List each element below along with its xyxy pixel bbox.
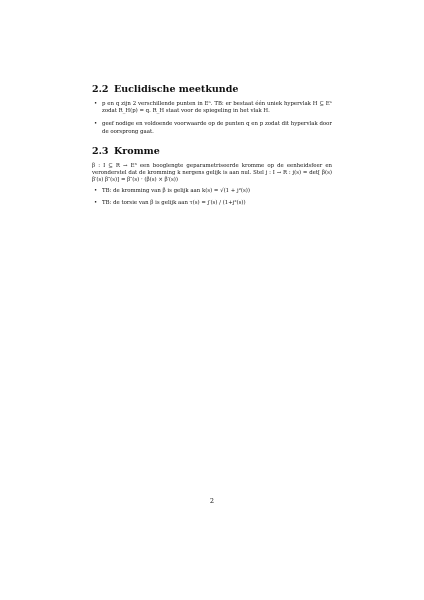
bullet-icon: • [94,101,98,107]
list-item-text: geef nodige en voldoende voorwaarde op de punten q en p zodat dit hypervlak door de oorsprong gaat. [102,121,332,135]
section-kromme [92,146,332,207]
list-item [92,188,332,195]
list-item [92,101,332,115]
section-number: 2.2 [92,84,109,95]
bullet-icon: • [94,121,98,128]
bullet-list [92,101,332,136]
section-heading [92,146,332,157]
section-euclidische-meetkunde [92,84,332,136]
list-item-text: p en q zijn 2 verschillende punten in Eⁿ. TB: er bestaat één uniek hypervlak H ⊆ Eⁿ zodat R_H(p) = q. R_H staat voor de spiegeling in het vlak H. [102,101,332,115]
list-item-text: TB: de kromming van β is gelijk aan k(s) = √(1 + j²(s)) [102,188,250,195]
section-heading [92,84,332,95]
section-title: Kromme [114,145,160,157]
section-title: Euclidische meetkunde [114,84,239,95]
section-paragraph: β : I ⊆ R → E³ een booglengte geparametriseerde kromme op de eenheidsfeer en veronderstel dat de kromming k nergens gelijk is aan nul. Stel j : I → R : j(s) = det[ β(s) β′(s) β″(s)] = β″(s) · (β(s) × β′(s)) [92,162,332,184]
page-number: 2 [209,497,215,505]
list-item [92,121,332,135]
bullet-icon: • [94,188,98,195]
list-item [92,200,332,207]
page-content [92,84,332,211]
bullet-list [92,188,332,206]
bullet-icon: • [94,199,98,206]
section-number: 2.3 [92,145,109,157]
list-item-text: TB: de torsie van β is gelijk aan τ(s) = j′(s) / (1+j²(s)) [102,199,246,206]
